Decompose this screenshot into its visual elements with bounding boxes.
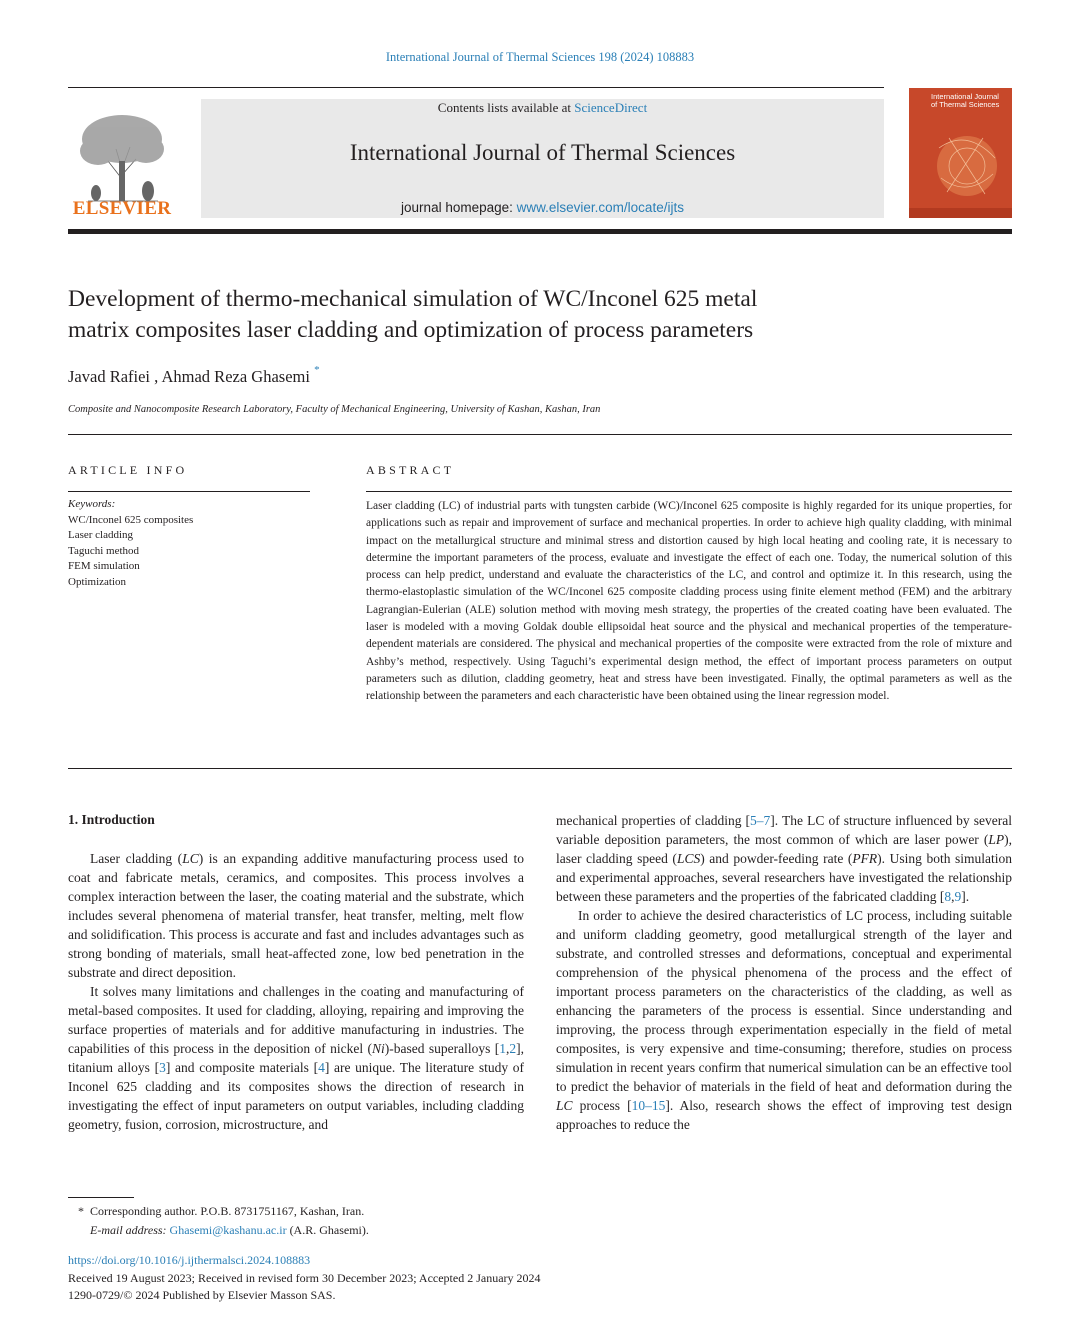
citation-link[interactable]: 8 bbox=[944, 889, 952, 904]
contents-line bbox=[201, 100, 884, 116]
corresponding-author-mark[interactable]: * bbox=[314, 364, 320, 376]
corresponding-author-note: * Corresponding author. P.O.B. 8731751167, Kashan, Iran. bbox=[78, 1204, 365, 1218]
article-info-heading: ARTICLE INFO bbox=[68, 463, 188, 477]
article-title bbox=[68, 284, 898, 346]
sciencedirect-link[interactable]: ScienceDirect bbox=[574, 100, 648, 115]
title-line-2: matrix composites laser cladding and optimization of process parameters bbox=[68, 317, 754, 343]
doi-link[interactable]: https://doi.org/10.1016/j.ijthermalsci.2024.108883 bbox=[68, 1253, 311, 1267]
footnote-rule bbox=[68, 1197, 134, 1198]
section-heading-introduction: 1. Introduction bbox=[68, 812, 155, 827]
citation-link[interactable]: 1 bbox=[499, 1041, 507, 1056]
cover-title: International Journal of Thermal Sciences bbox=[931, 92, 1000, 109]
author-1[interactable]: Javad Rafiei bbox=[68, 367, 151, 386]
journal-citation-link[interactable]: International Journal of Thermal Sciences 198 (2024) 108883 bbox=[385, 50, 695, 64]
citation-link[interactable]: 3 bbox=[159, 1060, 166, 1075]
author-2[interactable]: Ahmad Reza Ghasemi bbox=[161, 367, 310, 386]
affiliation-rule bbox=[68, 434, 1012, 435]
keyword-item: Taguchi method bbox=[68, 544, 140, 557]
author-list bbox=[68, 364, 320, 387]
header-thick-rule bbox=[68, 229, 1012, 234]
homepage-line bbox=[201, 200, 884, 215]
intro-paragraph-2: It solves many limitations and challenges in the coating and manufacturing of metal-based composites. It used for cladding, alloying, repairing and improving the surface properties of materials and for additive manufacturing in industries. The capabilities of this process in the deposition of nickel (Ni)-based superalloys [1,2], titanium alloys [3] and composite materials [4] are unique. The literature study of Inconel 625 cladding and its composites shows the direction of research in investigating the effect of input parameters on output variables, including cladding geometry, fusion, corrosion, microstructure, and bbox=[68, 984, 525, 1132]
homepage-prefix: journal homepage: bbox=[401, 200, 517, 215]
citation-link[interactable]: 9 bbox=[954, 889, 962, 904]
citation-link[interactable]: 2 bbox=[509, 1041, 517, 1056]
abstract-bottom-rule bbox=[68, 768, 1012, 769]
email-link[interactable]: Ghasemi@kashanu.ac.ir bbox=[169, 1223, 287, 1237]
journal-cover-thumbnail[interactable] bbox=[909, 88, 1012, 218]
keywords-block bbox=[68, 497, 193, 590]
intro-paragraph-1: Laser cladding (LC) is an expanding additive manufacturing process used to coat and fabricate metals, ceramics, and composites. This process involves a complex interaction between the laser, the coating material and the substrate, which includes several phenomena of material transfer, heat transfer, melting, melt flow and solidification. This process is accurate and fast and includes advantages such as strong bonding of materials, small heat-affected zone, low bed penetration in the substrate and direct deposition. bbox=[68, 851, 524, 980]
header-rule bbox=[68, 87, 884, 88]
intro-paragraph-4: In order to achieve the desired characteristics of LC process, including suitable and uniform cladding geometry, good metallurgical strength of the layer and substrate, and controlled stresses and deformations, conceptual and experimental comprehension of the physical phenomena of the process and the effect of important process parameters on the characteristics of the cladding, as well as enhancing the parameters of the process is essential. Since understanding and improving, the process through experimentation especially in the field of metal composites, is very expensive and time-consuming; therefore, studies on process simulation in recent years confirm that numerical simulation can be an effective tool to predict the behavior of materials in the field of heat and deformation during the LC process [10–15]. Also, research shows the effect of improving test design approaches to reduce the bbox=[556, 908, 1012, 1132]
article-metadata bbox=[68, 1252, 541, 1305]
abstract-rule bbox=[366, 491, 1012, 492]
contents-prefix: Contents lists available at bbox=[437, 100, 575, 115]
copyright: 1290-0729/© 2024 Published by Elsevier Masson SAS. bbox=[68, 1288, 336, 1302]
footnote bbox=[78, 1202, 369, 1240]
received-dates: Received 19 August 2023; Received in revised form 30 December 2023; Accepted 2 January 2024 bbox=[68, 1270, 541, 1285]
citation-link[interactable]: 4 bbox=[318, 1060, 325, 1075]
abstract-heading: ABSTRACT bbox=[366, 463, 455, 477]
author-separator: , bbox=[150, 367, 162, 386]
homepage-link[interactable]: www.elsevier.com/locate/ijts bbox=[516, 200, 684, 215]
elsevier-wordmark: ELSEVIER bbox=[72, 198, 172, 219]
citation-link[interactable]: 10–15 bbox=[631, 1098, 666, 1113]
article-info-rule bbox=[68, 491, 310, 492]
email-note: E-mail address: Ghasemi@kashanu.ac.ir (A.R. Ghasemi). bbox=[90, 1223, 369, 1237]
affiliation: Composite and Nanocomposite Research Laboratory, Faculty of Mechanical Engineering, University of Kashan, Kashan, Iran bbox=[68, 404, 601, 415]
keyword-item: WC/Inconel 625 composites bbox=[68, 513, 194, 526]
left-column bbox=[68, 849, 524, 1134]
right-column bbox=[556, 811, 1012, 1134]
keyword-item: Optimization bbox=[68, 575, 127, 588]
citation-link[interactable]: 5–7 bbox=[750, 813, 771, 828]
keyword-item: Laser cladding bbox=[68, 529, 134, 541]
journal-name: International Journal of Thermal Sciences bbox=[349, 140, 736, 165]
keyword-item: FEM simulation bbox=[68, 560, 140, 572]
abstract-text: Laser cladding (LC) of industrial parts with tungsten carbide (WC)/Inconel 625 composite is highly regarded for its unique properties, for applications such as repair and improvement of surface and mechanical properties. In order to achieve high quality cladding, with minimal impact on the metallurgical structure and minimal stress and distortion caused by high local heating and cooling rate, it is necessary to determine the important parameters of the process, evaluate and investigate the effect of each one. Today, the numerical solution of this process can help predict, understand and evaluate the characteristics of the LC, and control and optimize it. In this research, using the thermo-elastoplastic simulation of the WC/Inconel 625 composite cladding process using finite element method (FEM) and the arbitrary Lagrangian-Eulerian (ALE) solution method with moving mesh strategy, the properties of the created coating have been evaluated. The laser is modeled with a moving Goldak double ellipsoidal heat source and the physical and mechanical properties of the temperature-dependent materials are considered. The physical and mechanical properties of the composite were extracted from the role of mixture and Ashby’s method, respectively. Using Taguchi’s experimental design method, the effect of important process parameters on output parameters such as dilution, cladding geometry, heat and stress have been investigated. Finally, the optimal parameters as well as the relationship between the parameters and each characteristic have been obtained using the linear regression model. bbox=[366, 500, 1012, 703]
intro-paragraph-3: mechanical properties of cladding [5–7]. The LC of structure influenced by several variable deposition parameters, the most common of which are laser power (LP), laser cladding speed (LCS) and powder-feeding rate (PFR). Using both simulation and experimental approaches, several researchers have investigated the relationship between these parameters and the properties of the fabricated cladding [8,9]. bbox=[556, 813, 1013, 904]
title-line-1: Development of thermo-mechanical simulation of WC/Inconel 625 metal bbox=[68, 286, 758, 312]
keywords-label: Keywords: bbox=[68, 498, 116, 510]
